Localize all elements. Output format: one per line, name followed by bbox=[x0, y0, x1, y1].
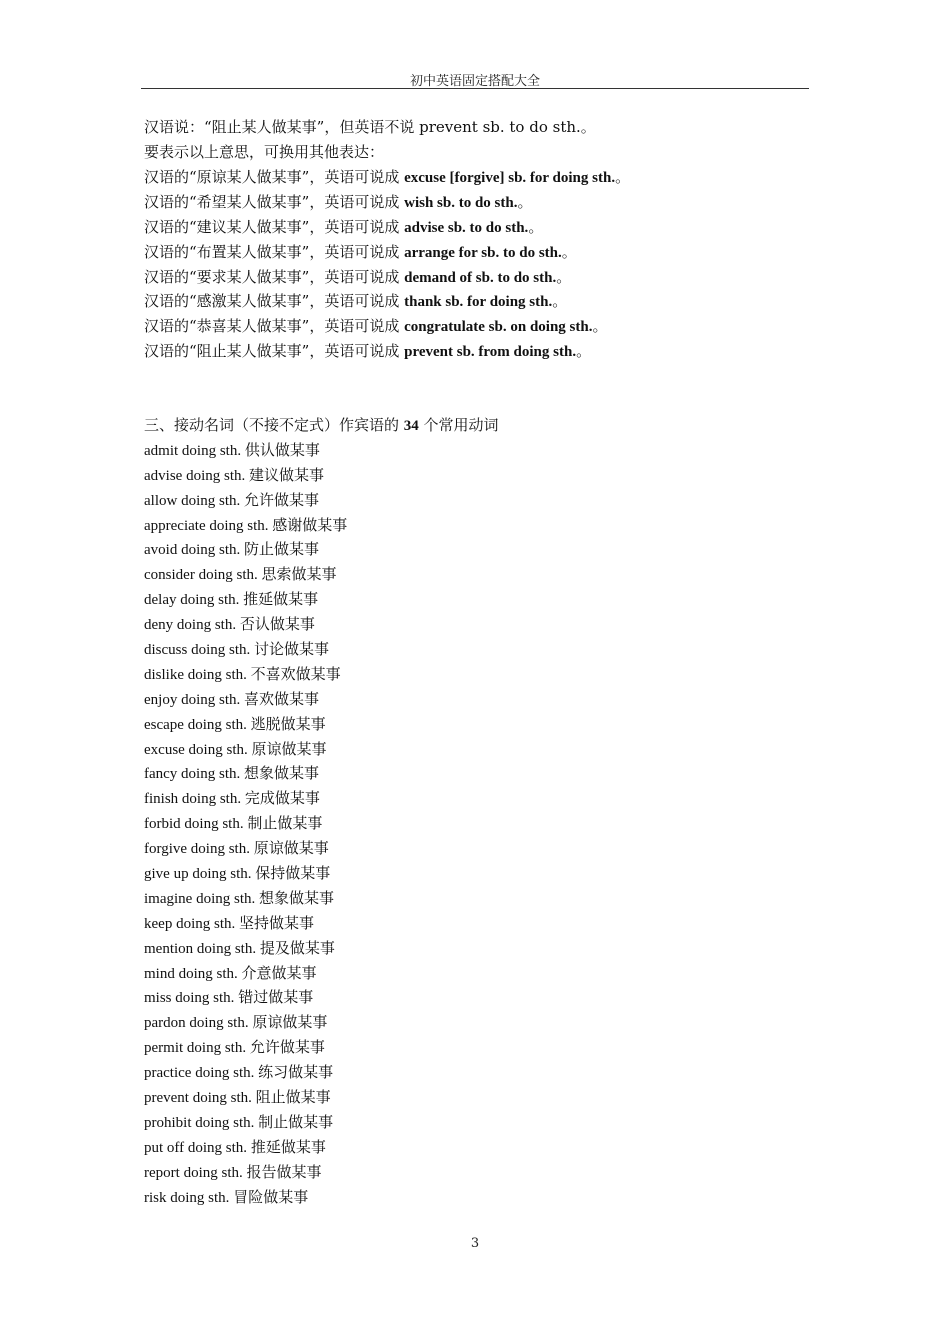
verb-entry bbox=[144, 1085, 499, 1110]
verb-english: allow doing sth. bbox=[144, 492, 244, 509]
expression-suffix: 。 bbox=[576, 342, 592, 361]
verb-entry bbox=[144, 1010, 499, 1035]
expression-suffix: 。 bbox=[517, 192, 533, 211]
verb-chinese: 允许做某事 bbox=[249, 1038, 325, 1057]
verb-entry bbox=[144, 513, 499, 538]
verb-entry bbox=[144, 737, 499, 762]
verb-chinese: 不喜欢做某事 bbox=[250, 664, 341, 683]
verb-english: discuss doing sth. bbox=[144, 642, 255, 659]
verb-chinese: 推延做某事 bbox=[250, 1137, 326, 1156]
verb-chinese: 完成做某事 bbox=[244, 789, 320, 808]
expression-suffix: 。 bbox=[552, 292, 568, 311]
expression-prefix: 汉语的“阻止某人做某事”，英语可说成 bbox=[144, 342, 405, 361]
verb-chinese: 介意做某事 bbox=[241, 963, 317, 982]
verb-chinese: 建议做某事 bbox=[249, 465, 325, 484]
expression-line bbox=[144, 215, 630, 240]
verb-english: mind doing sth. bbox=[144, 965, 242, 982]
verb-entry bbox=[144, 438, 499, 463]
verb-chinese: 原谅做某事 bbox=[251, 739, 327, 758]
expression-line bbox=[144, 314, 630, 339]
verb-entry bbox=[144, 662, 499, 687]
verb-chinese: 练习做某事 bbox=[258, 1063, 334, 1082]
verb-chinese: 原谅做某事 bbox=[253, 839, 329, 858]
verb-entry bbox=[144, 463, 499, 488]
expression-english: congratulate sb. on doing sth. bbox=[404, 319, 593, 336]
verb-english: pardon doing sth. bbox=[144, 1015, 253, 1032]
verb-entry bbox=[144, 587, 499, 612]
verb-chinese: 想象做某事 bbox=[259, 888, 335, 907]
expression-suffix: 。 bbox=[615, 168, 631, 186]
verb-english: report doing sth. bbox=[144, 1164, 247, 1181]
verb-english: admit doing sth. bbox=[144, 442, 245, 459]
verb-chinese: 制止做某事 bbox=[258, 1112, 334, 1131]
verb-chinese: 报告做某事 bbox=[246, 1162, 322, 1181]
expression-english: thank sb. for doing sth. bbox=[404, 294, 553, 311]
verb-english: dislike doing sth. bbox=[144, 666, 251, 683]
verb-chinese: 坚持做某事 bbox=[239, 913, 315, 932]
verb-entry bbox=[144, 1060, 499, 1085]
verb-english: permit doing sth. bbox=[144, 1040, 250, 1057]
expression-line bbox=[144, 240, 630, 265]
heading-prefix: 三、接动名词（不接不定式）作宾语的 bbox=[144, 416, 404, 434]
verb-entry bbox=[144, 562, 499, 587]
verb-chinese: 原谅做某事 bbox=[252, 1013, 328, 1032]
verb-chinese: 想象做某事 bbox=[243, 764, 319, 783]
verb-entry bbox=[144, 1135, 499, 1160]
verb-english: put off doing sth. bbox=[144, 1139, 251, 1156]
verb-entry bbox=[144, 936, 499, 961]
expression-prefix: 汉语的“感激某人做某事”，英语可说成 bbox=[144, 292, 405, 311]
verb-chinese: 冒险做某事 bbox=[233, 1187, 309, 1206]
verb-chinese: 否认做某事 bbox=[239, 615, 315, 634]
verb-english: fancy doing sth. bbox=[144, 766, 244, 783]
verb-english: give up doing sth. bbox=[144, 866, 256, 883]
expression-line bbox=[144, 165, 630, 190]
verb-entry bbox=[144, 811, 499, 836]
verb-english: appreciate doing sth. bbox=[144, 517, 273, 534]
verb-chinese: 喜欢做某事 bbox=[244, 689, 320, 708]
verb-english: forbid doing sth. bbox=[144, 816, 248, 833]
verb-chinese: 讨论做某事 bbox=[254, 640, 330, 659]
verb-entry bbox=[144, 985, 499, 1010]
expression-prefix: 汉语的“希望某人做某事”，英语可说成 bbox=[144, 192, 405, 211]
verb-english: miss doing sth. bbox=[144, 990, 239, 1007]
verb-chinese: 思索做某事 bbox=[261, 565, 337, 584]
heading-number: 34 bbox=[403, 418, 419, 434]
verb-entry bbox=[144, 687, 499, 712]
section-heading bbox=[144, 413, 499, 438]
verb-entry bbox=[144, 1110, 499, 1135]
verb-entry bbox=[144, 836, 499, 861]
page-header-title: 初中英语固定搭配大全 bbox=[409, 74, 540, 89]
verb-english: prevent doing sth. bbox=[144, 1090, 256, 1107]
verb-entry bbox=[144, 861, 499, 886]
verb-english: consider doing sth. bbox=[144, 567, 262, 584]
verb-chinese: 阻止做某事 bbox=[255, 1088, 331, 1107]
expression-suffix: 。 bbox=[556, 267, 572, 286]
verb-chinese: 供认做某事 bbox=[244, 440, 320, 459]
verb-entry bbox=[144, 637, 499, 662]
verb-english: prohibit doing sth. bbox=[144, 1114, 259, 1131]
verb-english: imagine doing sth. bbox=[144, 890, 259, 907]
verb-english: enjoy doing sth. bbox=[144, 691, 244, 708]
verb-chinese: 感谢做某事 bbox=[272, 515, 348, 534]
verb-entry bbox=[144, 911, 499, 936]
verb-entry bbox=[144, 761, 499, 786]
verb-chinese: 制止做某事 bbox=[247, 814, 323, 833]
expression-line bbox=[144, 265, 630, 290]
verb-entry bbox=[144, 712, 499, 737]
expression-line bbox=[144, 190, 630, 215]
expression-prefix: 汉语的“建议某人做某事”，英语可说成 bbox=[144, 217, 405, 236]
expression-suffix: 。 bbox=[528, 217, 544, 236]
verb-chinese: 逃脱做某事 bbox=[250, 714, 326, 733]
verb-english: excuse doing sth. bbox=[144, 741, 252, 758]
expression-english: demand of sb. to do sth. bbox=[404, 269, 557, 286]
expression-prefix: 汉语的“原谅某人做某事”，英语可说成 bbox=[144, 168, 405, 186]
expression-line bbox=[144, 339, 630, 364]
verb-english: deny doing sth. bbox=[144, 617, 240, 634]
verb-entry bbox=[144, 612, 499, 637]
verb-entry bbox=[144, 1160, 499, 1185]
verb-english: risk doing sth. bbox=[144, 1189, 234, 1206]
verb-entry bbox=[144, 1035, 499, 1060]
expression-suffix: 。 bbox=[592, 317, 608, 336]
expression-english: arrange for sb. to do sth. bbox=[404, 244, 562, 261]
header-rule bbox=[141, 88, 809, 89]
verb-entry bbox=[144, 1185, 499, 1210]
verb-entry bbox=[144, 961, 499, 986]
expression-english: prevent sb. from doing sth. bbox=[404, 344, 577, 361]
verb-chinese: 推延做某事 bbox=[243, 590, 319, 609]
intro-block bbox=[144, 115, 596, 165]
verb-english: practice doing sth. bbox=[144, 1065, 259, 1082]
heading-suffix: 个常用动词 bbox=[418, 416, 499, 434]
page-number: 3 bbox=[470, 1236, 480, 1251]
verb-chinese: 保持做某事 bbox=[255, 864, 331, 883]
verb-chinese: 错过做某事 bbox=[238, 988, 314, 1007]
verb-chinese: 防止做某事 bbox=[244, 540, 320, 559]
verb-chinese: 提及做某事 bbox=[259, 938, 335, 957]
verb-english: keep doing sth. bbox=[144, 915, 239, 932]
intro-line: 要表示以上意思，可换用其他表达： bbox=[144, 142, 385, 161]
verb-entry bbox=[144, 537, 499, 562]
intro-line: 汉语说：“阻止某人做某事”，但英语不说 prevent sb. to do sth.。 bbox=[144, 118, 596, 136]
verb-entry bbox=[144, 886, 499, 911]
verb-english: delay doing sth. bbox=[144, 592, 244, 609]
verb-english: finish doing sth. bbox=[144, 791, 245, 808]
expression-line bbox=[144, 289, 630, 314]
section-3 bbox=[144, 413, 499, 1210]
expression-suffix: 。 bbox=[561, 242, 577, 261]
verb-entry bbox=[144, 786, 499, 811]
expression-prefix: 汉语的“恭喜某人做某事”，英语可说成 bbox=[144, 317, 405, 336]
expression-english: advise sb. to do sth. bbox=[404, 219, 529, 236]
expression-prefix: 汉语的“要求某人做某事”，英语可说成 bbox=[144, 267, 405, 286]
verb-english: escape doing sth. bbox=[144, 716, 251, 733]
verb-english: avoid doing sth. bbox=[144, 542, 244, 559]
verb-english: advise doing sth. bbox=[144, 467, 249, 484]
verb-entry bbox=[144, 488, 499, 513]
verb-english: forgive doing sth. bbox=[144, 841, 254, 858]
verb-chinese: 允许做某事 bbox=[244, 490, 320, 509]
expression-list bbox=[144, 165, 630, 364]
expression-prefix: 汉语的“布置某人做某事”，英语可说成 bbox=[144, 242, 405, 261]
expression-english: excuse [forgive] sb. for doing sth. bbox=[404, 170, 616, 186]
expression-english: wish sb. to do sth. bbox=[404, 194, 518, 211]
verb-list bbox=[144, 438, 499, 1210]
verb-english: mention doing sth. bbox=[144, 940, 260, 957]
